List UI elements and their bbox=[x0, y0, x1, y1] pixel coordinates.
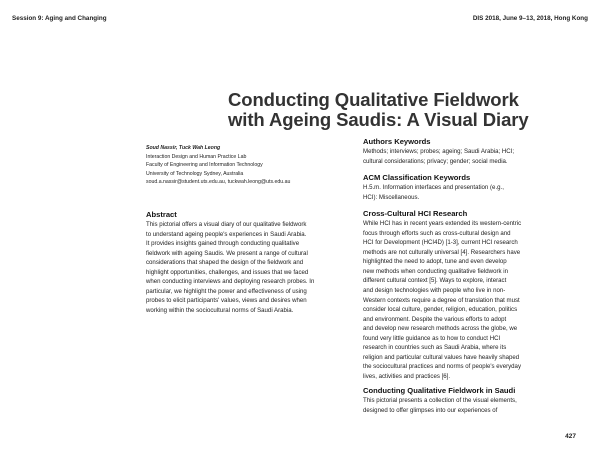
acm-classification-line: H.5.m. Information interfaces and presentation (e.g., bbox=[363, 184, 504, 192]
acm-classification-heading: ACM Classification Keywords bbox=[363, 173, 471, 183]
running-header-conference: DIS 2018, June 9–13, 2018, Hong Kong bbox=[472, 15, 588, 22]
author-affiliation-faculty: Faculty of Engineering and Information Technology bbox=[146, 162, 263, 169]
keywords-heading: Authors Keywords bbox=[363, 137, 431, 146]
abstract-line: highlight opportunities, challenges, and issues that we faced bbox=[146, 268, 309, 276]
keywords-line: cultural considerations; privacy; gender; social media. bbox=[363, 157, 508, 165]
title-line-1: Conducting Qualitative Fieldwork bbox=[228, 89, 519, 110]
cross-cultural-line: found very little guidance as to how to conduct HCI bbox=[363, 334, 501, 342]
abstract-line: when conducting interviews and deploying research probes. In bbox=[146, 278, 315, 286]
author-affiliation-lab: Interaction Design and Human Practice Lab bbox=[146, 153, 247, 160]
cross-cultural-line: and environment. Despite the various efforts to adopt bbox=[363, 315, 507, 323]
abstract-line: working within the sociocultural norms of Saudi Arabia. bbox=[146, 306, 294, 314]
cross-cultural-heading: Cross-Cultural HCI Research bbox=[363, 209, 468, 219]
author-names: Soud Nassir, Tuck Wah Leong bbox=[146, 145, 221, 151]
cross-cultural-line: lives, activities and practices [6]. bbox=[363, 372, 451, 380]
cross-cultural-line: the sociocultural practices and norms of people's everyday bbox=[363, 363, 521, 371]
abstract-line: particular, we highlight the power and effectiveness of using bbox=[146, 287, 307, 295]
paper-title bbox=[228, 90, 548, 130]
cross-cultural-line: research in countries such as Saudi Arabia, where its bbox=[363, 344, 507, 352]
keywords-line: Methods; interviews; probes; ageing; Saudi Arabia; HCI; bbox=[363, 148, 515, 155]
abstract-line: to understand ageing people's experiences in Saudi Arabia. bbox=[146, 230, 307, 238]
cross-cultural-line: new methods when conducting qualitative fieldwork in bbox=[363, 267, 508, 275]
title-line-2: with Ageing Saudis: A Visual Diary bbox=[228, 109, 529, 130]
cross-cultural-line: focus through efforts such as cross-cultural design and bbox=[363, 229, 511, 237]
cross-cultural-line: highlighted the need to adopt, tune and even develop bbox=[363, 258, 507, 266]
page-number: 427 bbox=[565, 433, 576, 440]
conducting-fieldwork-heading: Conducting Qualitative Fieldwork in Saudi bbox=[363, 386, 516, 396]
cross-cultural-line: religion and particular cultural values have heavily shaped bbox=[363, 353, 520, 361]
conducting-fieldwork-line: designed to offer glimpses into our experiences of bbox=[363, 407, 498, 415]
abstract-section bbox=[146, 210, 356, 315]
cross-cultural-line: HCI for Development (HCI4D) [1-3], current HCI research bbox=[363, 239, 518, 247]
cross-cultural-line: and develop new research methods across the globe, we bbox=[363, 325, 518, 333]
acm-classification-line: HCI): Miscellaneous. bbox=[363, 193, 420, 201]
cross-cultural-line: and design technologies with people who live in non- bbox=[363, 287, 506, 295]
running-header-session: Session 9: Aging and Changing bbox=[12, 15, 107, 22]
abstract-line: This pictorial offers a visual diary of our qualitative fieldwork bbox=[146, 221, 307, 228]
cross-cultural-line: While HCI has in recent years extended its western-centric bbox=[363, 220, 522, 228]
abstract-line: probes to elicit participants' values, views and desires when bbox=[146, 297, 307, 305]
author-emails: soud.a.nassir@student.uts.edu.au, tuckwah.leong@uts.edu.au bbox=[146, 179, 291, 186]
conducting-fieldwork-line: This pictorial presents a collection of the visual elements, bbox=[363, 397, 517, 405]
cross-cultural-line: methods are not culturally universal [4]. Researchers have bbox=[363, 248, 521, 256]
author-affiliation-university: University of Technology Sydney, Australia bbox=[146, 170, 244, 177]
author-block bbox=[146, 144, 346, 187]
right-column bbox=[363, 137, 563, 416]
abstract-line: fieldwork with ageing Saudis. We present a range of cultural bbox=[146, 249, 308, 257]
abstract-line: It provides insights gained through conducting qualitative bbox=[146, 240, 300, 248]
abstract-heading: Abstract bbox=[146, 210, 177, 219]
cross-cultural-line: Western contexts require a degree of translation that must bbox=[363, 296, 520, 304]
abstract-line: considerations that shaped the design of the fieldwork and bbox=[146, 259, 304, 267]
cross-cultural-line: consider local culture, gender, religion, education, politics bbox=[363, 306, 518, 314]
cross-cultural-line: different cultural context [5]. Ways to explore, interact bbox=[363, 277, 507, 285]
